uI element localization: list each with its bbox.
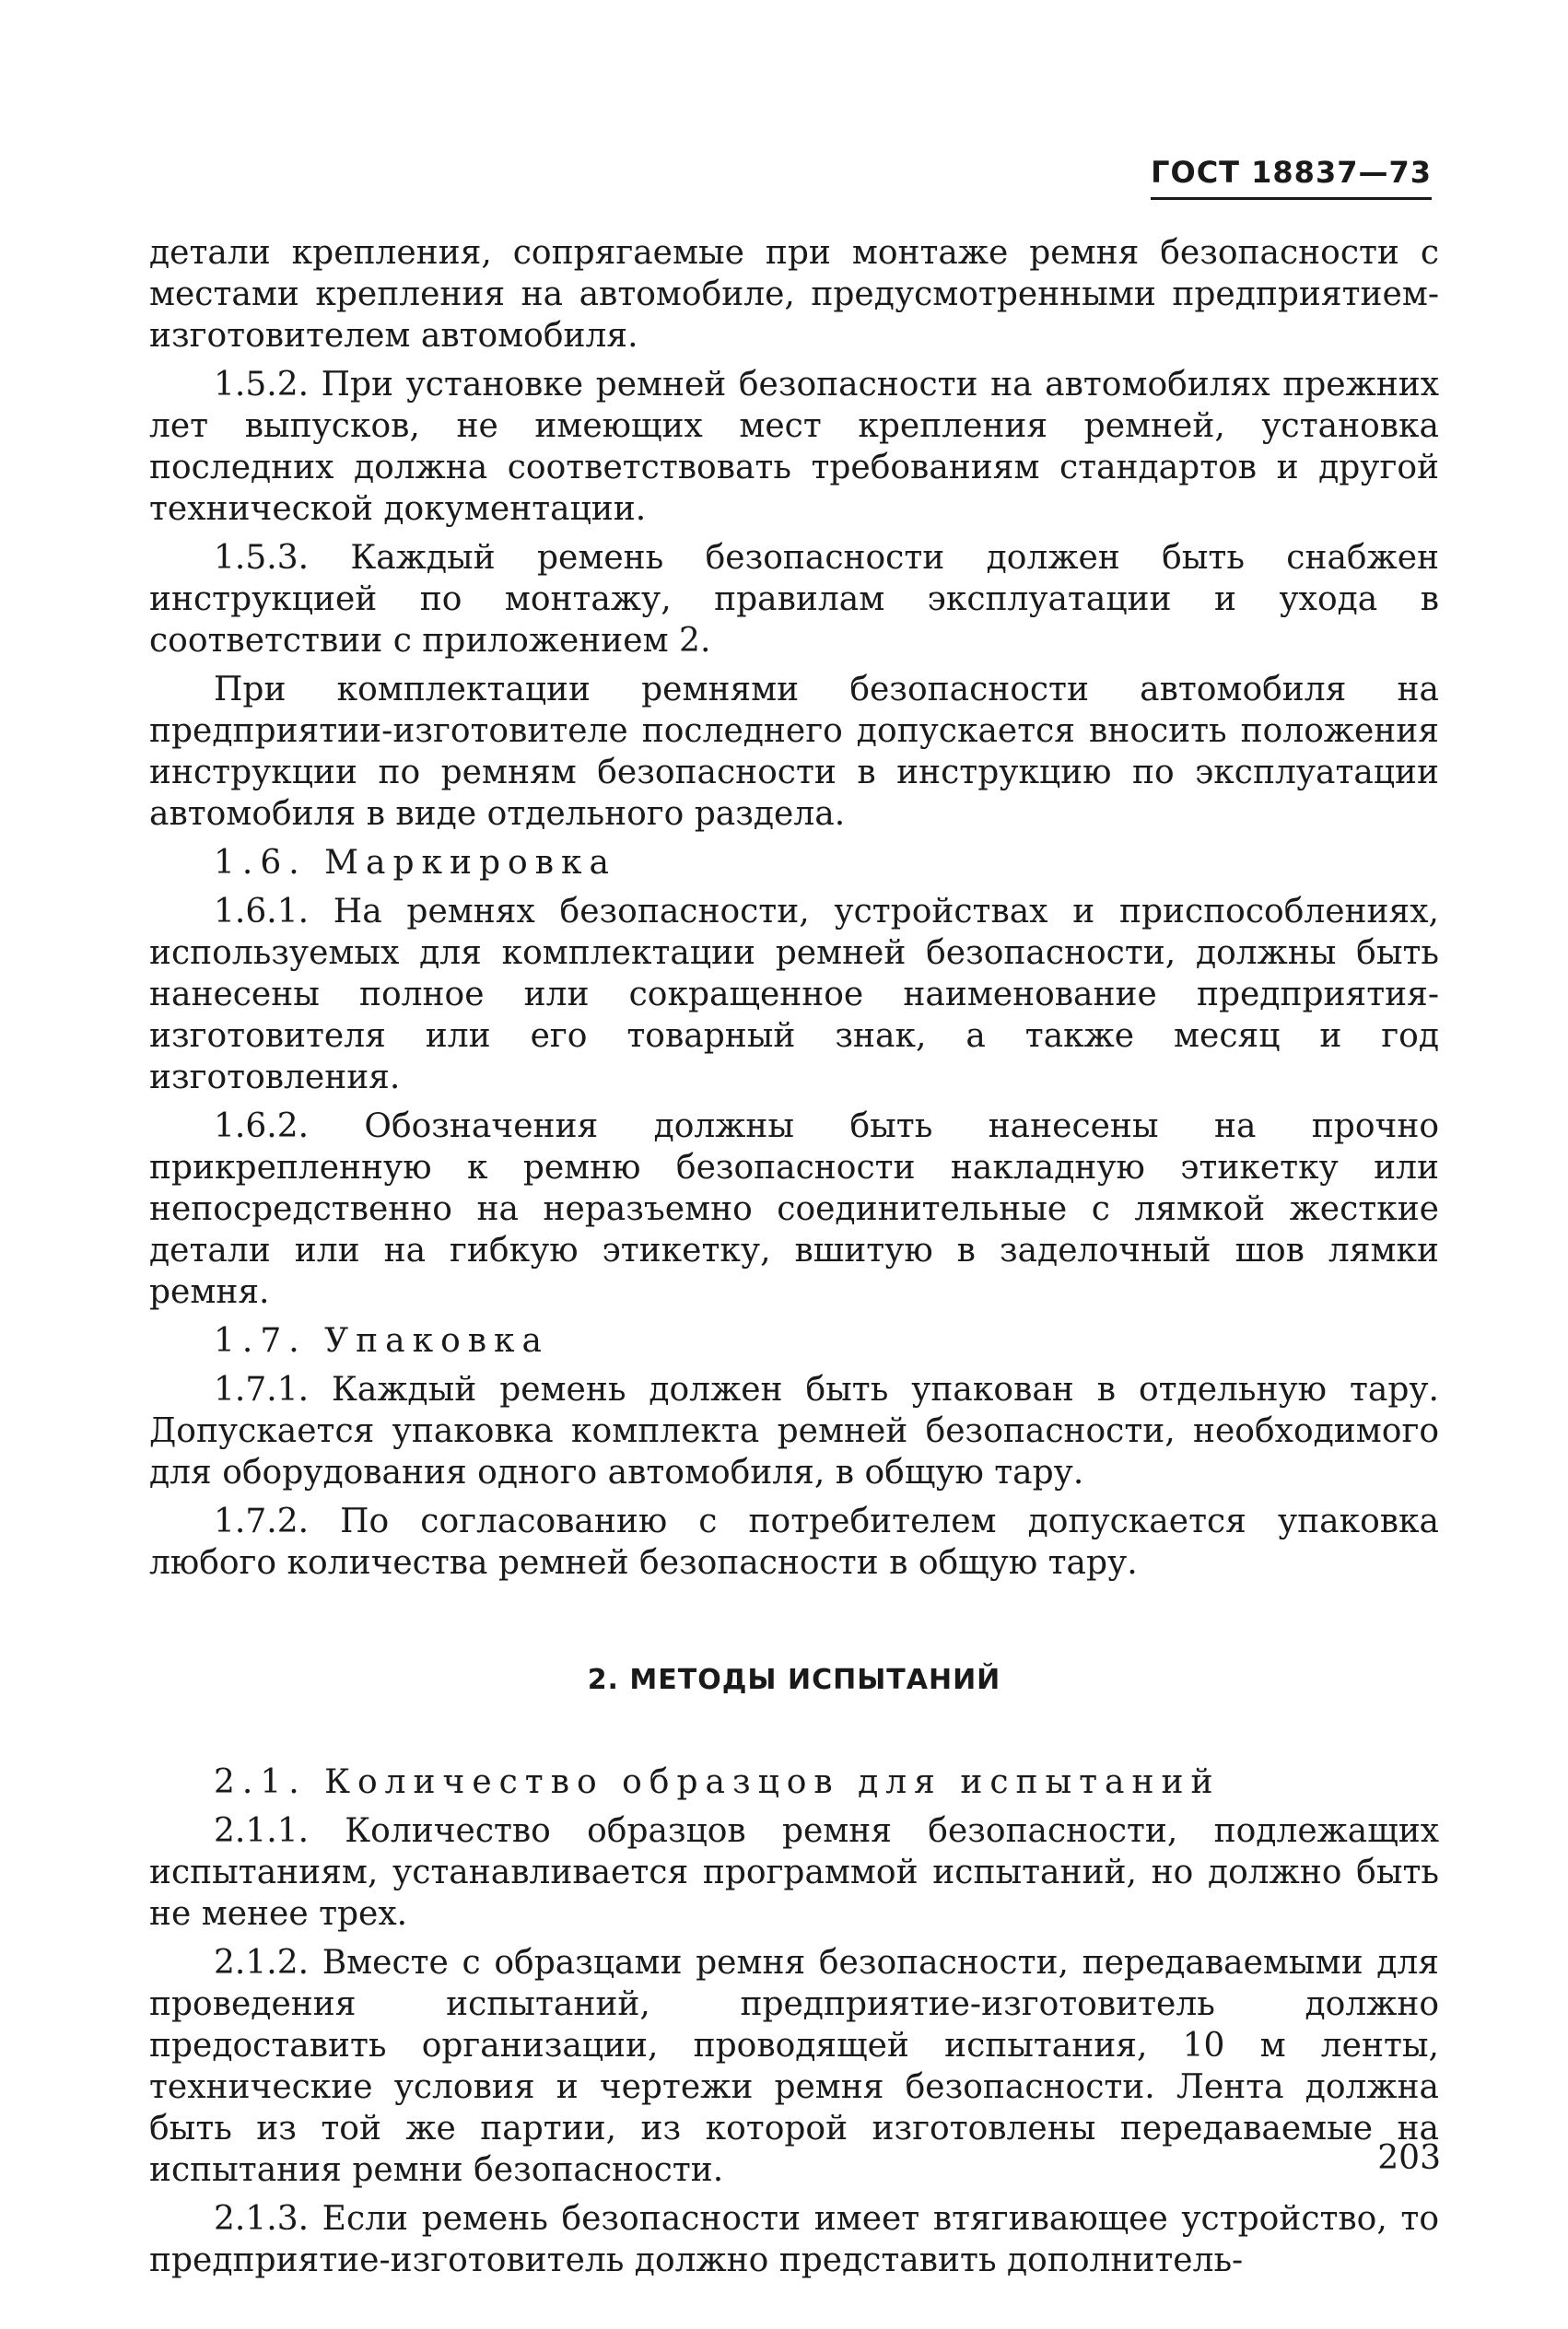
paragraph: 2.1.3. Если ремень безопасности имеет втягивающее устройство, то предприятие-изготовитель должно представить дополнитель- xyxy=(149,2200,1439,2279)
paragraph: 1.6.1. На ремнях безопасности, устройствах и приспособлениях, используемых для комплектации ремней безопасности, должны быть нанесены полное или сокращенное наименование предприятия-изготовителя или его товарный знак, а также месяц и год изготовления. xyxy=(149,893,1439,1096)
paragraph: 1.5.2. При установке ремней безопасности на автомобилях прежних лет выпусков, не имеющих мест крепления ремней, установка последних должна соответствовать требованиям стандартов и другой технической документации. xyxy=(149,366,1439,528)
page-number: 203 xyxy=(1377,2139,1441,2177)
document-body xyxy=(149,232,1439,2288)
subsection-heading-packaging: 1.7. Упаковка xyxy=(214,1322,550,1360)
paragraph: 1.5.3. Каждый ремень безопасности должен быть снабжен инструкцией по монтажу, правилам эксплуатации и ухода в соответствии с приложением 2. xyxy=(149,539,1439,660)
subsection-heading-sample-count: 2.1. Количество образцов для испытаний xyxy=(214,1763,1221,1801)
paragraph: детали крепления, сопрягаемые при монтаже ремня безопасности с местами крепления на автомобиле, предусмотренными предприятием-изготовителем автомобиля. xyxy=(149,234,1439,355)
subsection-heading-marking: 1.6. Маркировка xyxy=(214,844,616,882)
paragraph: 1.6.2. Обозначения должны быть нанесены на прочно прикрепленную к ремню безопасности накладную этикетку или непосредственно на неразъемно соединительные с лямкой жесткие детали или на гибкую этикетку, вшитую в заделочный шов лямки ремня. xyxy=(149,1107,1439,1311)
paragraph: При комплектации ремнями безопасности автомобиля на предприятии-изготовителе последнего допускается вносить положения инструкции по ремням безопасности в инструкцию по эксплуатации автомобиля в виде отдельного раздела. xyxy=(149,671,1439,833)
paragraph: 1.7.1. Каждый ремень должен быть упакован в отдельную тару. Допускается упаковка комплекта ремней безопасности, необходимого для оборудования одного автомобиля, в общую тару. xyxy=(149,1371,1439,1492)
paragraph: 1.7.2. По согласованию с потребителем допускается упаковка любого количества ремней безопасности в общую тару. xyxy=(149,1503,1439,1582)
paragraph: 2.1.1. Количество образцов ремня безопасности, подлежащих испытаниям, устанавливается программой испытаний, но должно быть не менее трех. xyxy=(149,1812,1439,1933)
paragraph: 2.1.2. Вместе с образцами ремня безопасности, передаваемыми для проведения испытаний, предприятие-изготовитель должно предоставить организации, проводящей испытания, 10 м ленты, технические условия и чертежи ремня безопасности. Лента должна быть из той же партии, из которой изготовлены передаваемые на испытания ремни безопасности. xyxy=(149,1944,1439,2189)
document-code-header: ГОСТ 18837—73 xyxy=(1151,155,1432,200)
section-title-test-methods: 2. МЕТОДЫ ИСПЫТАНИЙ xyxy=(587,1664,1001,1696)
